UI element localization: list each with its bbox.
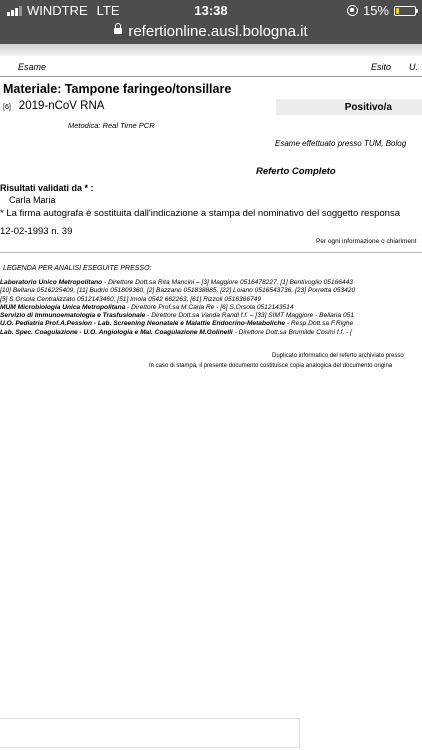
address-bar[interactable]	[0, 22, 422, 44]
exam-result-text: Positivo/a	[344, 101, 392, 113]
column-header-esito: Esito	[371, 62, 392, 72]
law-reference: 12-02-1993 n. 39	[0, 226, 73, 237]
section-divider	[0, 252, 422, 253]
url-text[interactable]: refertionline.ausl.bologna.it	[128, 23, 308, 40]
network-type: LTE	[96, 3, 120, 18]
battery-percent: 15%	[362, 3, 389, 18]
signature-note: * La firma autografa è sostituita dall'indicazione a stampa del nominativo del soggetto responsa	[0, 208, 400, 219]
exam-method: Metodica: Real Time PCR	[68, 121, 155, 130]
print-note: In caso di stampa, il presente documento costituisce copia analogica del documento origina	[149, 363, 393, 369]
sample-material: Materiale: Tampone faringeo/tonsillare	[3, 82, 232, 96]
legend-title: LEGENDA PER ANALISI ESEGUITE PRESSO:	[3, 265, 152, 272]
exam-index: [6]	[3, 104, 11, 111]
header-divider	[0, 76, 422, 77]
padlock-icon	[114, 28, 122, 34]
lab-line: Laboratorio Unico Metropolitano - Direttore Dott.sa Rita Mancini – [3] Maggiore 0516478227, [1] Bentivoglio 05166443	[0, 279, 353, 286]
info-note: Per ogni informazione o chiariment	[316, 238, 417, 245]
lab-line: Servizio di Immunoematologia e Trasfusionale - Direttore Dott.sa Vanda Randi f.f. – [33] SIMT Maggiore - Bellaria 051	[0, 312, 354, 320]
exam-name: 2019-nCoV RNA	[18, 100, 105, 112]
exam-location: Esame effettuato presso TUM, Bolog	[275, 139, 407, 148]
page-edge-shadow	[0, 44, 422, 56]
report-title: Referto Completo	[256, 166, 336, 177]
carrier-name: WINDTRE	[27, 3, 88, 18]
rotation-lock-icon	[347, 5, 358, 16]
labs-list	[0, 279, 355, 337]
exam-result	[276, 99, 422, 115]
column-header-esame: Esame	[18, 62, 47, 72]
lab-line: U.O. Pediatria Prof.A.Pession - Lab. Screening Neonatale e Malattie Endocrino-Metaboliche - Resp.Dott.sa F.Righe	[0, 320, 354, 328]
lab-line: [5] S.Orsola Centralizzato 0512143460, [51] Imola 0542 662263, [61] Rizzoli 0516366749	[0, 295, 261, 303]
validator-name: Carla Maria	[9, 195, 56, 205]
validated-by-label: Risultati validati da * :	[0, 183, 94, 193]
lab-line: [10] Bellaria 0516225409, [11] Budrio 051809360, [2] Bazzano 051838885, [22] Loiano 0516543736, [23] Porretta 053420	[0, 287, 356, 295]
bottom-toolbar[interactable]	[0, 718, 300, 748]
clock: 13:38	[194, 3, 228, 18]
exam-row	[3, 100, 104, 112]
column-header-unit: U.	[409, 62, 418, 72]
status-bar	[0, 0, 422, 22]
lab-line: MUM Microbiologia Unica Metropolitana - Direttore Prof.sa M.Carla Re - [6] S.Orsola 0512143514	[0, 303, 294, 311]
lab-line: Lab. Spec. Coagulazione - U.O. Angiologia e Mal. Coagulazione M.Golinelli - Direttore Dott.sa Brumilde Cosmi f.f. - [	[0, 328, 352, 336]
battery-icon	[394, 6, 416, 16]
report-document	[0, 56, 422, 750]
duplicate-note: Duplicato informatico del referto archiviato presso	[272, 353, 404, 359]
battery-fill	[396, 8, 399, 14]
